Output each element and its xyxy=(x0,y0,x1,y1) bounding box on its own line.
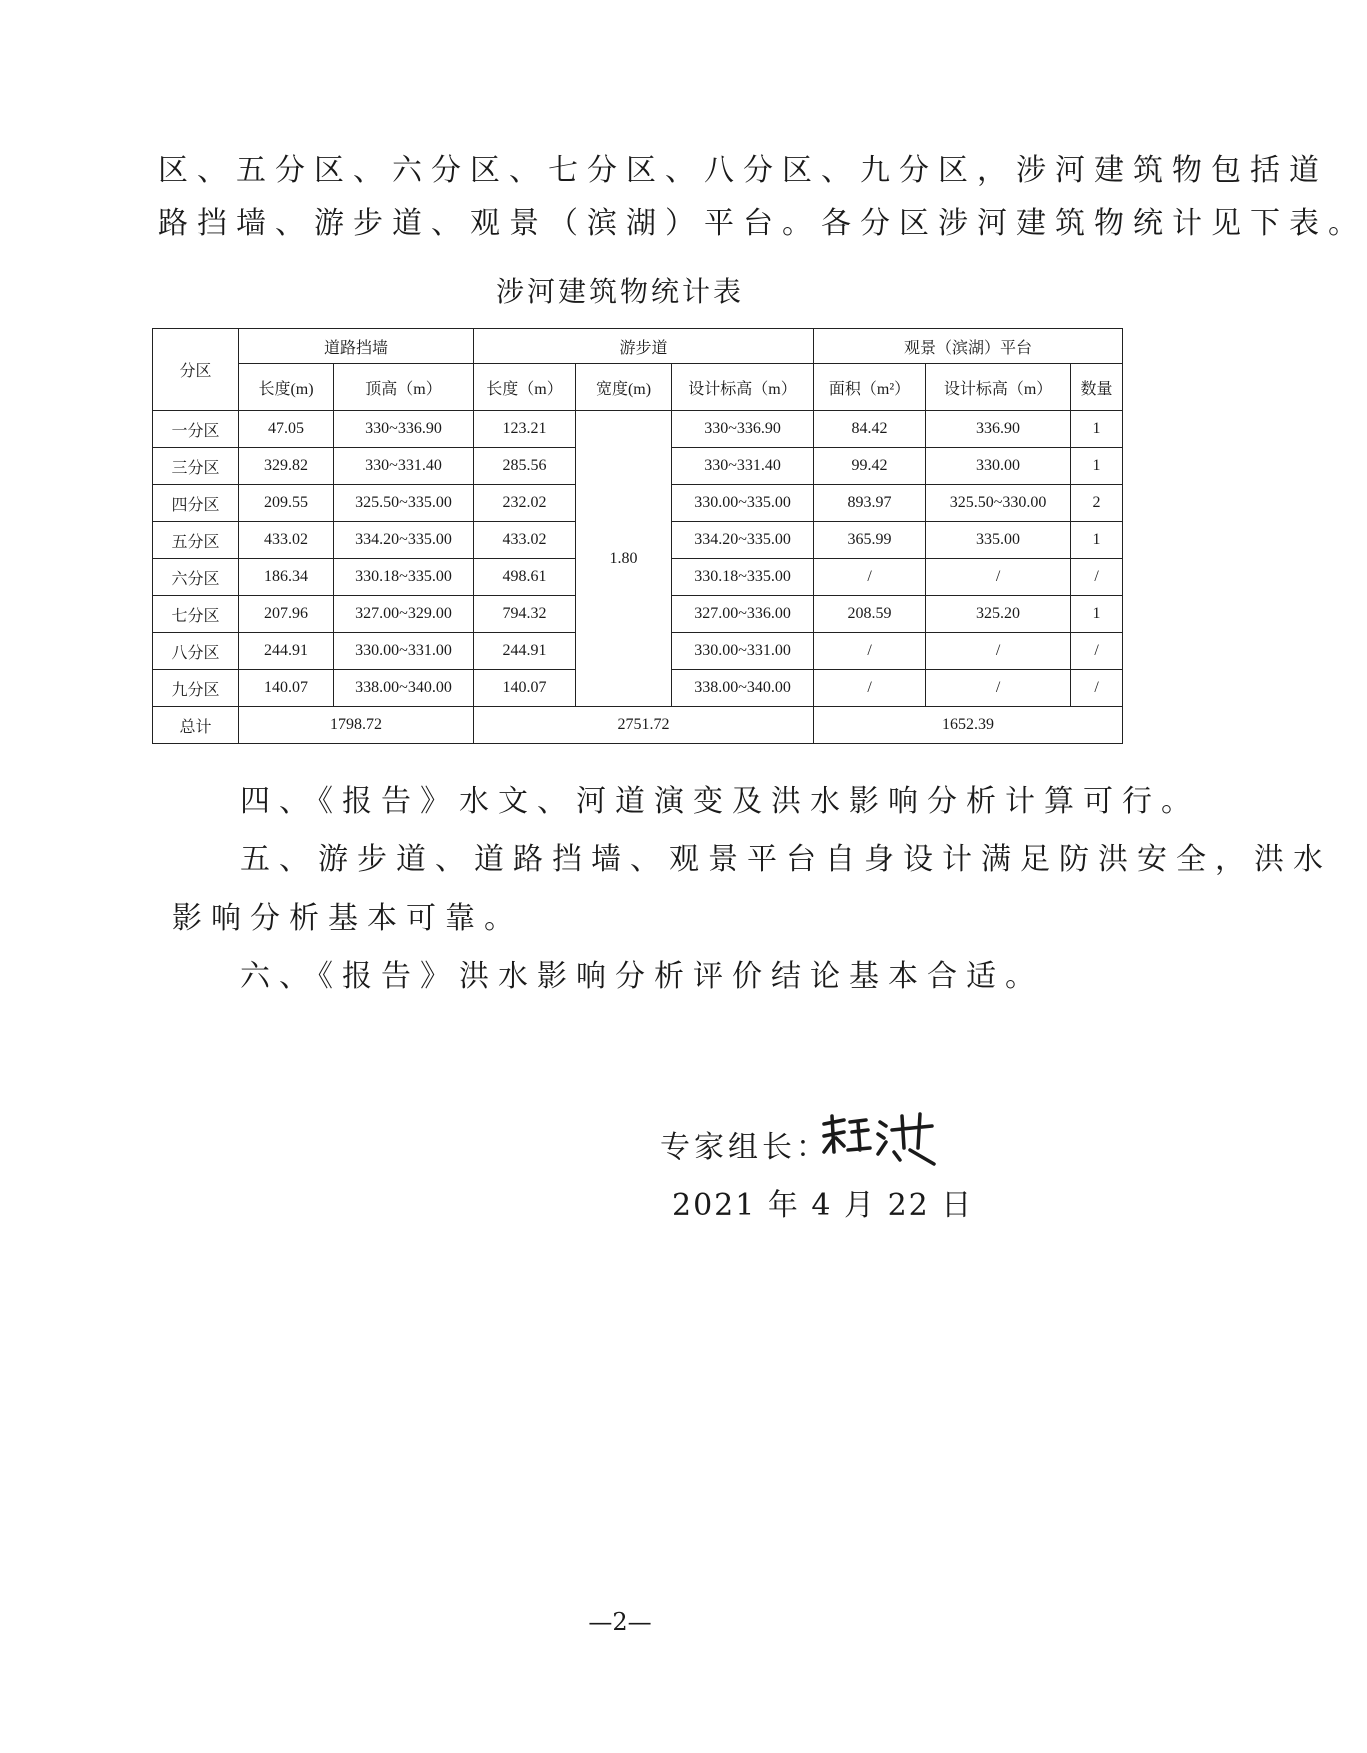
header-wall-length: 长度(m) xyxy=(239,364,334,411)
cell-walk-elev: 327.00~336.00 xyxy=(672,596,814,633)
cell-zone: 九分区 xyxy=(153,670,239,707)
header-retaining-wall: 道路挡墙 xyxy=(239,329,474,364)
cell-walk-elev: 330~336.90 xyxy=(672,411,814,448)
cell-wall-length: 329.82 xyxy=(239,448,334,485)
cell-plat-area: 893.97 xyxy=(814,485,926,522)
cell-plat-count: 1 xyxy=(1071,411,1123,448)
cell-walk-length: 244.91 xyxy=(474,633,576,670)
cell-plat-count: / xyxy=(1071,633,1123,670)
cell-walk-length: 794.32 xyxy=(474,596,576,633)
cell-wall-length: 47.05 xyxy=(239,411,334,448)
cell-plat-count: / xyxy=(1071,559,1123,596)
cell-wall-top: 330.18~335.00 xyxy=(334,559,474,596)
cell-wall-top: 330.00~331.00 xyxy=(334,633,474,670)
header-walk-elev: 设计标高（m） xyxy=(672,364,814,411)
cell-zone: 三分区 xyxy=(153,448,239,485)
cell-wall-length: 140.07 xyxy=(239,670,334,707)
cell-wall-length: 207.96 xyxy=(239,596,334,633)
cell-plat-elev: 325.50~330.00 xyxy=(926,485,1071,522)
cell-zone: 一分区 xyxy=(153,411,239,448)
cell-plat-area: 84.42 xyxy=(814,411,926,448)
cell-total-wall: 1798.72 xyxy=(239,707,474,744)
cell-plat-elev: 336.90 xyxy=(926,411,1071,448)
cell-plat-elev: 330.00 xyxy=(926,448,1071,485)
cell-zone: 八分区 xyxy=(153,633,239,670)
header-walkway: 游步道 xyxy=(474,329,814,364)
cell-wall-length: 433.02 xyxy=(239,522,334,559)
cell-total-label: 总计 xyxy=(153,707,239,744)
cell-walk-length: 140.07 xyxy=(474,670,576,707)
cell-plat-count: / xyxy=(1071,670,1123,707)
cell-plat-count: 1 xyxy=(1071,522,1123,559)
cell-plat-area: 99.42 xyxy=(814,448,926,485)
table-row xyxy=(153,411,1123,448)
header-plat-count: 数量 xyxy=(1071,364,1123,411)
signature-date: 2021 年 4 月 22 日 xyxy=(672,1188,974,1223)
header-wall-top: 顶高（m） xyxy=(334,364,474,411)
cell-total-walkway: 2751.72 xyxy=(474,707,814,744)
cell-plat-elev: / xyxy=(926,559,1071,596)
cell-walk-elev: 338.00~340.00 xyxy=(672,670,814,707)
cell-walk-width: 1.80 xyxy=(576,411,672,707)
cell-plat-count: 1 xyxy=(1071,448,1123,485)
totals-row xyxy=(153,707,1123,744)
cell-zone: 六分区 xyxy=(153,559,239,596)
cell-zone: 四分区 xyxy=(153,485,239,522)
cell-walk-elev: 330.00~331.00 xyxy=(672,633,814,670)
header-zone: 分区 xyxy=(153,329,239,411)
header-platform: 观景（滨湖）平台 xyxy=(814,329,1123,364)
cell-plat-area: 365.99 xyxy=(814,522,926,559)
cell-total-platform: 1652.39 xyxy=(814,707,1123,744)
cell-zone: 五分区 xyxy=(153,522,239,559)
table-title: 涉河建筑物统计表 xyxy=(495,275,744,308)
header-plat-elev: 设计标高（m） xyxy=(926,364,1071,411)
cell-wall-length: 244.91 xyxy=(239,633,334,670)
signature-label: 专家组长： xyxy=(660,1130,830,1165)
cell-walk-length: 123.21 xyxy=(474,411,576,448)
cell-plat-elev: / xyxy=(926,670,1071,707)
cell-walk-elev: 330.18~335.00 xyxy=(672,559,814,596)
cell-walk-elev: 334.20~335.00 xyxy=(672,522,814,559)
cell-plat-elev: 335.00 xyxy=(926,522,1071,559)
paragraph-line: 五、游步道、道路挡墙、观景平台自身设计满足防洪安全，洪水 xyxy=(240,842,1332,877)
cell-walk-length: 232.02 xyxy=(474,485,576,522)
page-number: —2— xyxy=(588,1608,652,1636)
cell-plat-elev: 325.20 xyxy=(926,596,1071,633)
cell-wall-length: 186.34 xyxy=(239,559,334,596)
cell-wall-top: 325.50~335.00 xyxy=(334,485,474,522)
handwritten-signature xyxy=(818,1108,938,1168)
cell-plat-count: 2 xyxy=(1071,485,1123,522)
cell-wall-top: 334.20~335.00 xyxy=(334,522,474,559)
paragraph-line: 路挡墙、游步道、观景（滨湖）平台。各分区涉河建筑物统计见下表。 xyxy=(158,206,1367,241)
cell-wall-top: 327.00~329.00 xyxy=(334,596,474,633)
cell-walk-elev: 330~331.40 xyxy=(672,448,814,485)
cell-wall-top: 330~336.90 xyxy=(334,411,474,448)
cell-wall-length: 209.55 xyxy=(239,485,334,522)
paragraph-line: 四、《报告》水文、河道演变及洪水影响分析计算可行。 xyxy=(240,784,1200,819)
header-walk-width: 宽度(m) xyxy=(576,364,672,411)
cell-plat-area: 208.59 xyxy=(814,596,926,633)
cell-walk-length: 433.02 xyxy=(474,522,576,559)
cell-wall-top: 338.00~340.00 xyxy=(334,670,474,707)
cell-plat-count: 1 xyxy=(1071,596,1123,633)
header-plat-area: 面积（m²） xyxy=(814,364,926,411)
cell-plat-elev: / xyxy=(926,633,1071,670)
paragraph-line: 六、《报告》洪水影响分析评价结论基本合适。 xyxy=(240,959,1044,994)
cell-plat-area: / xyxy=(814,633,926,670)
statistics-table xyxy=(152,328,1123,744)
cell-walk-elev: 330.00~335.00 xyxy=(672,485,814,522)
paragraph-line: 影响分析基本可靠。 xyxy=(172,901,523,936)
paragraph-line: 区、五分区、六分区、七分区、八分区、九分区，涉河建筑物包括道 xyxy=(158,153,1328,188)
cell-walk-length: 498.61 xyxy=(474,559,576,596)
cell-wall-top: 330~331.40 xyxy=(334,448,474,485)
cell-plat-area: / xyxy=(814,559,926,596)
cell-zone: 七分区 xyxy=(153,596,239,633)
cell-plat-area: / xyxy=(814,670,926,707)
header-walk-length: 长度（m） xyxy=(474,364,576,411)
cell-walk-length: 285.56 xyxy=(474,448,576,485)
